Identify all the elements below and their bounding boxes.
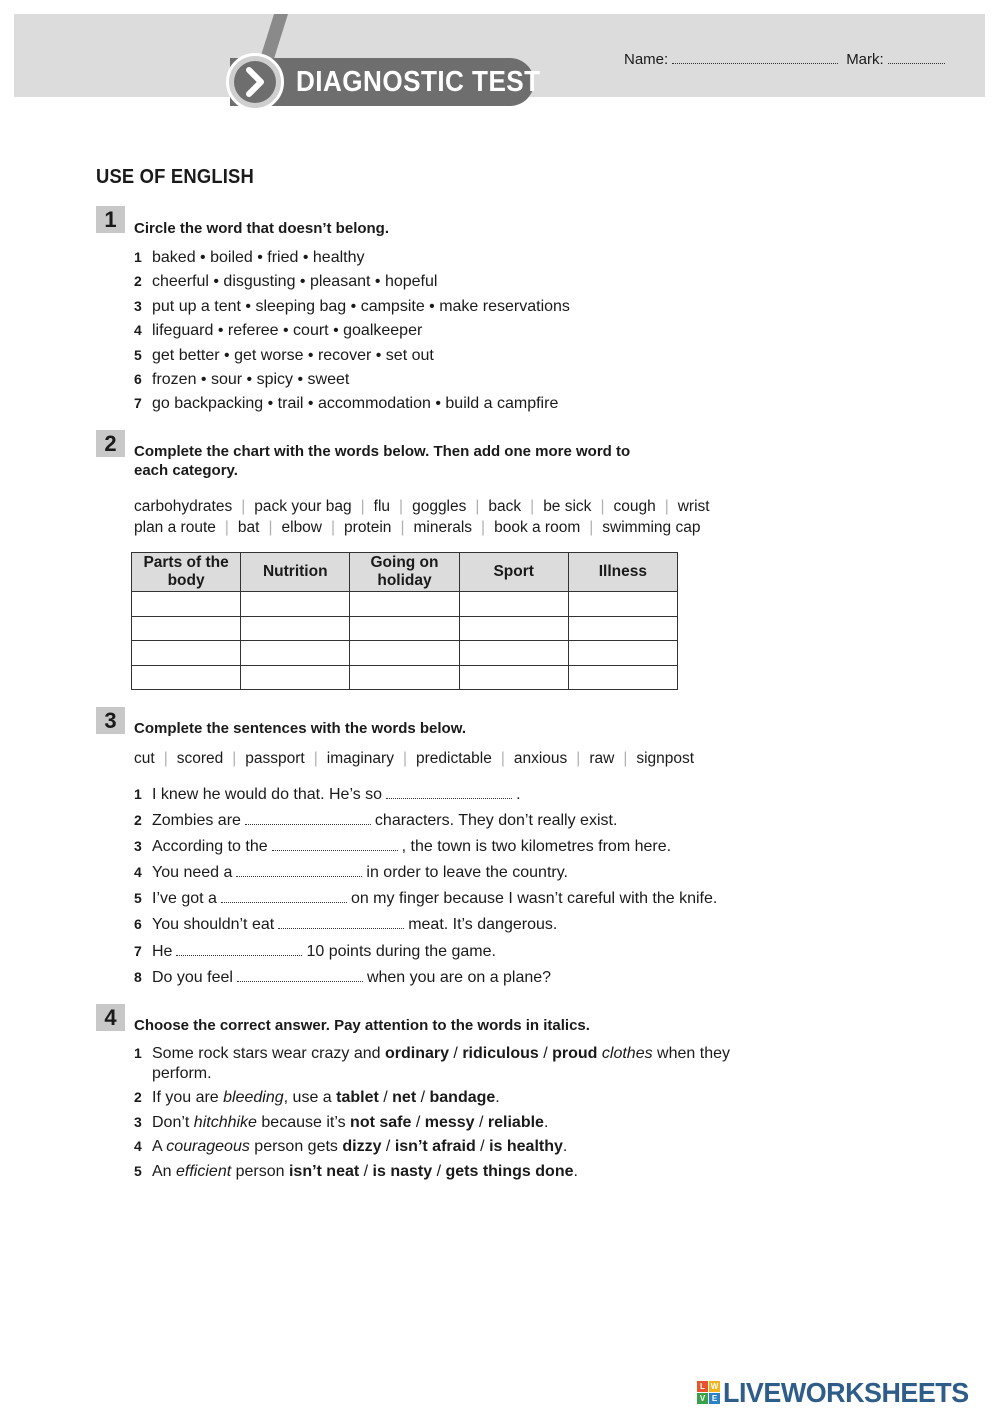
- sentence-item: [134, 886, 717, 912]
- italic-keyword: courageous: [166, 1138, 250, 1155]
- section-title: USE OF ENGLISH: [96, 166, 254, 188]
- exercise-1-number: 1: [96, 206, 125, 233]
- word-separator: |: [313, 750, 318, 767]
- list-item[interactable]: [134, 269, 570, 293]
- word-separator: |: [268, 519, 273, 536]
- word-separator: |: [400, 519, 405, 536]
- answer-option[interactable]: is nasty: [372, 1162, 433, 1180]
- logo-text: LIVEWORKSHEETS: [723, 1377, 969, 1408]
- word-option: goggles: [412, 498, 467, 515]
- question-text: /: [411, 1113, 425, 1131]
- exercise-1-instruction: Circle the word that doesn’t belong.: [134, 220, 390, 237]
- sentence-item: [134, 860, 717, 886]
- word-option: passport: [245, 750, 305, 767]
- item-number: 2: [134, 273, 142, 290]
- word-separator: |: [589, 519, 594, 536]
- page-title: DIAGNOSTIC TEST: [296, 66, 541, 98]
- word-option: bat: [237, 519, 260, 536]
- chart-cell[interactable]: [459, 616, 568, 641]
- item-number: 3: [134, 297, 142, 314]
- word-separator: |: [475, 498, 480, 515]
- word-option: back: [488, 498, 522, 515]
- chart-header-line: Going on: [370, 554, 439, 571]
- question-text: /: [378, 1089, 393, 1106]
- question-text: If you are: [152, 1089, 224, 1106]
- chart-header: [350, 553, 459, 592]
- chart-header-line: Sport: [493, 563, 534, 580]
- word-separator: |: [600, 498, 605, 515]
- category-chart: [131, 552, 678, 690]
- answer-gap[interactable]: [245, 824, 371, 825]
- chart-cell[interactable]: [241, 641, 350, 666]
- chart-header: [132, 553, 241, 592]
- item-text: get better • get worse • recover • set out: [152, 346, 434, 364]
- chart-cell[interactable]: [568, 641, 677, 666]
- chart-header-line: Parts of the: [143, 554, 229, 571]
- exercise-4-instruction: Choose the correct answer. Pay attention to the words in italics.: [134, 1017, 590, 1034]
- chart-cell[interactable]: [241, 616, 350, 641]
- word-separator: |: [481, 519, 486, 536]
- item-number: 2: [134, 1089, 142, 1105]
- sentence-before: You need a: [152, 864, 233, 882]
- exercise-4-number: 4: [96, 1004, 125, 1031]
- item-number: 8: [134, 968, 142, 985]
- chart-cell[interactable]: [132, 641, 241, 666]
- exercise-3-number: 3: [96, 707, 125, 734]
- word-option: swimming cap: [602, 519, 701, 536]
- answer-option[interactable]: reliable: [487, 1113, 544, 1131]
- sentence-before: I knew he would do that. He’s so: [152, 786, 383, 803]
- chart-cell[interactable]: [459, 592, 568, 617]
- chart-cell[interactable]: [132, 616, 241, 641]
- chart-cell[interactable]: [241, 665, 350, 690]
- item-number: 7: [134, 942, 142, 959]
- item-number: 5: [134, 346, 142, 363]
- title-banner: [230, 58, 541, 106]
- exercise-2-number: 2: [96, 430, 125, 457]
- item-text: cheerful • disgusting • pleasant • hopeful: [152, 273, 438, 291]
- item-number: 5: [134, 1162, 142, 1179]
- chart-cell[interactable]: [350, 665, 459, 690]
- word-separator: |: [623, 750, 628, 767]
- word-option: protein: [344, 519, 392, 536]
- word-box-row: [134, 496, 710, 517]
- question-item: [134, 1088, 754, 1108]
- word-option: cut: [134, 750, 155, 767]
- chart-header-row: [132, 553, 678, 592]
- item-number: 4: [134, 1138, 142, 1154]
- item-number: 5: [134, 890, 142, 907]
- chart-cell[interactable]: [132, 592, 241, 617]
- chart-cell[interactable]: [568, 592, 677, 617]
- question-item: [134, 1162, 754, 1182]
- chart-row: [132, 616, 678, 641]
- word-box-row: [134, 517, 710, 538]
- answer-option[interactable]: ridiculous: [462, 1045, 539, 1062]
- answer-option[interactable]: is healthy: [489, 1138, 563, 1155]
- chart-cell[interactable]: [350, 616, 459, 641]
- item-number: 6: [134, 916, 142, 933]
- question-text: /: [448, 1045, 463, 1062]
- item-text: go backpacking • trail • accommodation • build a campfire: [152, 395, 559, 413]
- question-text: /: [538, 1045, 553, 1062]
- answer-option[interactable]: bandage: [429, 1089, 496, 1106]
- exercise-1-list: [134, 245, 570, 416]
- question-text: Some rock stars wear crazy and: [152, 1045, 385, 1062]
- chevron-right-icon: [234, 61, 276, 103]
- question-text: .: [543, 1113, 549, 1131]
- item-number: 4: [134, 864, 142, 881]
- question-text: /: [381, 1138, 395, 1155]
- sentence-after: .: [516, 786, 521, 803]
- word-separator: |: [331, 519, 336, 536]
- sentence-after: , the town is two kilometres from here.: [401, 838, 672, 856]
- sentence-item: [134, 834, 717, 860]
- mark-label: Mark:: [846, 51, 884, 68]
- question-item: [134, 1113, 754, 1133]
- sentence-before: According to the: [152, 838, 268, 856]
- word-separator: |: [576, 750, 581, 767]
- item-number: 1: [134, 249, 142, 265]
- question-text: An: [152, 1162, 177, 1180]
- sentence-after: on my finger because I wasn’t careful with the knife.: [350, 890, 718, 908]
- sentence-before: He: [152, 942, 173, 960]
- sentence-item: [134, 808, 717, 834]
- chart-cell[interactable]: [459, 665, 568, 690]
- chart-cell[interactable]: [568, 616, 677, 641]
- chart-cell[interactable]: [132, 665, 241, 690]
- answer-option[interactable]: isn’t afraid: [394, 1138, 476, 1155]
- question-text: .: [573, 1162, 578, 1180]
- chart-header-line: holiday: [377, 572, 432, 589]
- exercise-3-sentences: [134, 782, 717, 991]
- word-option: carbohydrates: [134, 498, 233, 515]
- exercise-2-instruction: [134, 442, 630, 480]
- chart-cell[interactable]: [350, 641, 459, 666]
- chart-header: [568, 553, 677, 592]
- answer-option[interactable]: proud: [552, 1045, 598, 1062]
- question-text: /: [359, 1162, 373, 1180]
- exercise-2-instruction-line2: each category.: [134, 462, 238, 479]
- chart-header-line: Illness: [598, 563, 647, 580]
- list-item[interactable]: [134, 367, 570, 391]
- name-mark-line: [624, 51, 945, 68]
- word-option: be sick: [543, 498, 592, 515]
- italic-keyword: hitchhike: [193, 1113, 257, 1131]
- list-item[interactable]: [134, 245, 570, 269]
- chart-cell[interactable]: [568, 665, 677, 690]
- logo-tile: W: [710, 1382, 719, 1391]
- sentence-before: You shouldn’t eat: [152, 916, 275, 934]
- word-option: minerals: [413, 519, 473, 536]
- sentence-item: [134, 965, 717, 991]
- word-option: raw: [589, 750, 615, 767]
- sentence-after: meat. It’s dangerous.: [408, 916, 558, 934]
- answer-option[interactable]: ordinary: [384, 1045, 449, 1062]
- word-option: elbow: [281, 519, 322, 536]
- exercise-3-instruction: Complete the sentences with the words below.: [134, 720, 466, 737]
- list-item[interactable]: [134, 294, 570, 318]
- sentence-item: [134, 782, 717, 808]
- word-option: cough: [613, 498, 656, 515]
- answer-gap[interactable]: [237, 981, 363, 982]
- list-item[interactable]: [134, 391, 570, 415]
- word-separator: |: [224, 519, 229, 536]
- question-text: /: [432, 1162, 446, 1180]
- question-text: , use a: [283, 1089, 337, 1106]
- question-text: A: [152, 1138, 167, 1155]
- italic-keyword: bleeding: [223, 1089, 284, 1106]
- chart-header: [241, 553, 350, 592]
- sentence-before: Do you feel: [152, 968, 233, 986]
- item-text: lifeguard • referee • court • goalkeeper: [152, 322, 423, 340]
- answer-gap[interactable]: [272, 850, 398, 851]
- chart-row: [132, 665, 678, 690]
- exercise-3-word-box: [134, 748, 694, 769]
- logo-tile: E: [709, 1393, 720, 1404]
- chart-cell[interactable]: [241, 592, 350, 617]
- question-item: [134, 1044, 754, 1083]
- item-text: frozen • sour • spicy • sweet: [152, 370, 350, 388]
- answer-option[interactable]: gets things done: [445, 1162, 574, 1180]
- item-number: 1: [134, 786, 142, 802]
- logo-tiles-icon: [697, 1381, 721, 1405]
- question-item: [134, 1137, 754, 1157]
- question-text: person gets: [249, 1138, 343, 1155]
- exercise-4-list: [134, 1044, 754, 1186]
- answer-option[interactable]: isn’t neat: [288, 1162, 360, 1180]
- item-number: 7: [134, 395, 142, 412]
- mark-field[interactable]: [888, 63, 945, 64]
- item-number: 2: [134, 812, 142, 829]
- word-box-row: [134, 748, 694, 769]
- answer-gap[interactable]: [221, 902, 347, 903]
- word-separator: |: [163, 750, 168, 767]
- word-separator: |: [530, 498, 535, 515]
- word-separator: |: [500, 750, 505, 767]
- word-option: signpost: [636, 750, 695, 767]
- sentence-after: characters. They don’t really exist.: [374, 812, 618, 830]
- word-option: predictable: [416, 750, 492, 767]
- answer-option[interactable]: net: [392, 1089, 417, 1106]
- word-option: wrist: [677, 498, 710, 515]
- chart-header-line: body: [167, 572, 205, 589]
- exercise-2-word-box: [134, 496, 710, 538]
- list-item[interactable]: [134, 318, 570, 342]
- sentence-item: [134, 939, 717, 965]
- answer-gap[interactable]: [278, 928, 404, 929]
- answer-option[interactable]: not safe: [350, 1113, 412, 1131]
- sentence-before: I’ve got a: [152, 890, 217, 908]
- word-option: imaginary: [326, 750, 394, 767]
- chart-header-line: Nutrition: [262, 563, 328, 580]
- question-text: /: [475, 1138, 490, 1155]
- name-label: Name:: [624, 51, 669, 68]
- question-text: when they perform.: [152, 1045, 730, 1082]
- exercise-2-instruction-line1: Complete the chart with the words below. Then add one more word to: [134, 443, 631, 460]
- answer-gap[interactable]: [176, 955, 302, 956]
- answer-option[interactable]: messy: [424, 1113, 475, 1131]
- answer-gap[interactable]: [236, 876, 362, 877]
- word-option: scored: [176, 750, 224, 767]
- item-text: put up a tent • sleeping bag • campsite • make reservations: [152, 297, 570, 315]
- chart-row: [132, 641, 678, 666]
- sentence-after: 10 points during the game.: [306, 942, 496, 960]
- word-option: anxious: [513, 750, 568, 767]
- sentence-after: in order to leave the country.: [366, 864, 568, 882]
- list-item[interactable]: [134, 343, 570, 367]
- question-text: /: [474, 1113, 488, 1131]
- question-text: because it’s: [256, 1113, 351, 1131]
- chart-header: [459, 553, 568, 592]
- item-number: 3: [134, 838, 142, 855]
- italic-keyword: clothes: [601, 1045, 653, 1062]
- item-number: 4: [134, 322, 142, 339]
- sentence-item: [134, 912, 717, 938]
- logo-tile: V: [697, 1393, 708, 1404]
- chevron-badge: [226, 53, 284, 111]
- word-separator: |: [399, 498, 404, 515]
- sentence-after: when you are on a plane?: [366, 968, 552, 986]
- answer-gap[interactable]: [386, 798, 512, 799]
- answer-option[interactable]: dizzy: [342, 1138, 382, 1155]
- item-text: baked • boiled • fried • healthy: [152, 249, 365, 266]
- item-number: 6: [134, 370, 142, 387]
- italic-keyword: efficient: [176, 1162, 232, 1180]
- word-separator: |: [360, 498, 365, 515]
- chart-row: [132, 592, 678, 617]
- item-number: 1: [134, 1045, 142, 1061]
- question-text: /: [416, 1089, 430, 1106]
- word-separator: |: [664, 498, 669, 515]
- word-separator: |: [241, 498, 246, 515]
- question-text: .: [495, 1089, 500, 1106]
- word-option: flu: [373, 498, 391, 515]
- chart-cell[interactable]: [350, 592, 459, 617]
- chart-cell[interactable]: [459, 641, 568, 666]
- word-option: plan a route: [134, 519, 216, 536]
- question-text: person: [231, 1162, 289, 1180]
- answer-option[interactable]: tablet: [336, 1089, 379, 1106]
- question-text: .: [562, 1138, 568, 1155]
- word-option: pack your bag: [254, 498, 352, 515]
- name-field[interactable]: [672, 63, 838, 64]
- logo-tile: L: [697, 1381, 708, 1392]
- word-separator: |: [402, 750, 407, 767]
- item-number: 3: [134, 1113, 142, 1130]
- word-separator: |: [232, 750, 237, 767]
- word-option: book a room: [494, 519, 581, 536]
- question-text: Don’t: [152, 1113, 194, 1131]
- sentence-before: Zombies are: [152, 812, 241, 830]
